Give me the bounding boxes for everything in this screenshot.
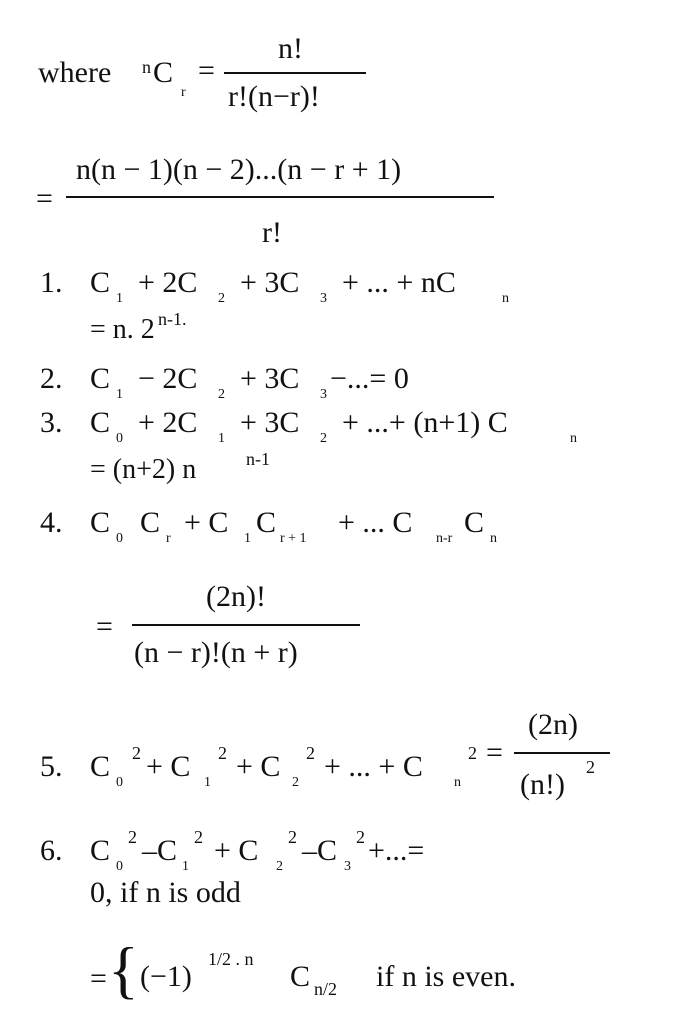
superscript: 2 [128,827,137,847]
term: + 2C [138,266,198,299]
term: + 2C [138,406,198,439]
subscript: n [502,291,509,306]
definition-C: C [153,56,174,89]
item-number: 1. [40,266,63,299]
even-case-equals: = [90,962,107,995]
superscript: 2 [194,827,203,847]
term: + ...+ (n+1) C [342,406,508,439]
superscript: 2 [586,757,595,777]
subscript: 1 [244,531,251,546]
definition-lead: where [38,56,112,89]
superscript: n-1 [246,449,270,469]
subscript: n-r [436,531,453,546]
subscript: 2 [218,291,225,306]
term: − 2C [138,362,198,395]
superscript: 2 [306,743,315,763]
subscript: 2 [218,387,225,402]
fraction-numerator: (2n) [528,708,578,741]
item-number: 4. [40,506,63,539]
term: C [90,750,111,783]
even-subscript: n/2 [314,979,338,999]
term: + C [184,506,229,539]
subscript: 1 [218,431,225,446]
fraction-equals: = [486,736,503,769]
term: + 3C [240,362,300,395]
expansion-denominator: r! [262,216,282,249]
expansion-fraction-bar [66,196,494,198]
subscript: 2 [292,775,299,790]
subscript: 0 [116,859,123,874]
term: + C [214,834,259,867]
superscript: 2 [356,827,365,847]
fraction-bar [132,624,360,626]
superscript: n-1. [158,309,187,329]
fraction-bar [514,752,610,754]
fraction-denominator: (n!) [520,768,565,801]
term: –C [302,834,338,867]
term: C [90,406,111,439]
definition-sup-n: n [142,57,151,77]
superscript: 2 [218,743,227,763]
subscript: 0 [116,775,123,790]
fraction-equals: = [96,610,113,643]
item-number: 5. [40,750,63,783]
subscript: 0 [116,431,123,446]
term: + ... + nC [342,266,456,299]
term: C [90,362,111,395]
definition-fraction-bar [224,72,366,74]
left-brace: { [108,934,139,1005]
subscript: n [454,775,461,790]
even-base: (−1) [140,960,192,993]
item-result: = n. 2 [90,314,155,345]
term: + C [146,750,191,783]
definition-sub-r: r [181,85,186,100]
term: C [90,834,111,867]
subscript: r [166,531,171,546]
subscript: 1 [116,291,123,306]
term: + 3C [240,266,300,299]
term: –C [142,834,178,867]
subscript: 3 [344,859,351,874]
fraction-denominator: (n − r)!(n + r) [134,636,298,669]
term: −...= 0 [330,362,409,395]
expansion-equals: = [36,182,53,215]
term: + ... C [338,506,413,539]
odd-case: 0, if n is odd [90,876,241,909]
term: + ... + C [324,750,423,783]
item-number: 3. [40,406,63,439]
subscript: r + 1 [280,531,307,546]
subscript: n [490,531,497,546]
superscript: 2 [288,827,297,847]
subscript: 1 [182,859,189,874]
subscript: 1 [204,775,211,790]
fraction-numerator: (2n)! [206,580,266,613]
definition-numerator: n! [278,32,303,65]
term: C [90,506,111,539]
subscript: 3 [320,387,327,402]
term: + C [236,750,281,783]
subscript: 2 [276,859,283,874]
term: + 3C [240,406,300,439]
superscript: 2 [468,743,477,763]
subscript: n [570,431,577,446]
item-result: = (n+2) n [90,454,197,485]
term: C [140,506,161,539]
subscript: 3 [320,291,327,306]
definition-equals: = [198,54,215,87]
subscript: 2 [320,431,327,446]
item-number: 6. [40,834,63,867]
expansion-numerator: n(n − 1)(n − 2)...(n − r + 1) [76,153,402,186]
subscript: 0 [116,531,123,546]
term: +...= [368,834,425,867]
item-number: 2. [40,362,63,395]
term: C [90,266,111,299]
even-case-text: if n is even. [376,960,516,993]
term: C [256,506,277,539]
definition-denominator: r!(n−r)! [228,80,320,113]
even-exponent: 1/2 . n [208,949,254,969]
subscript: 1 [116,387,123,402]
even-C: C [290,960,311,993]
term: C [464,506,485,539]
superscript: 2 [132,743,141,763]
